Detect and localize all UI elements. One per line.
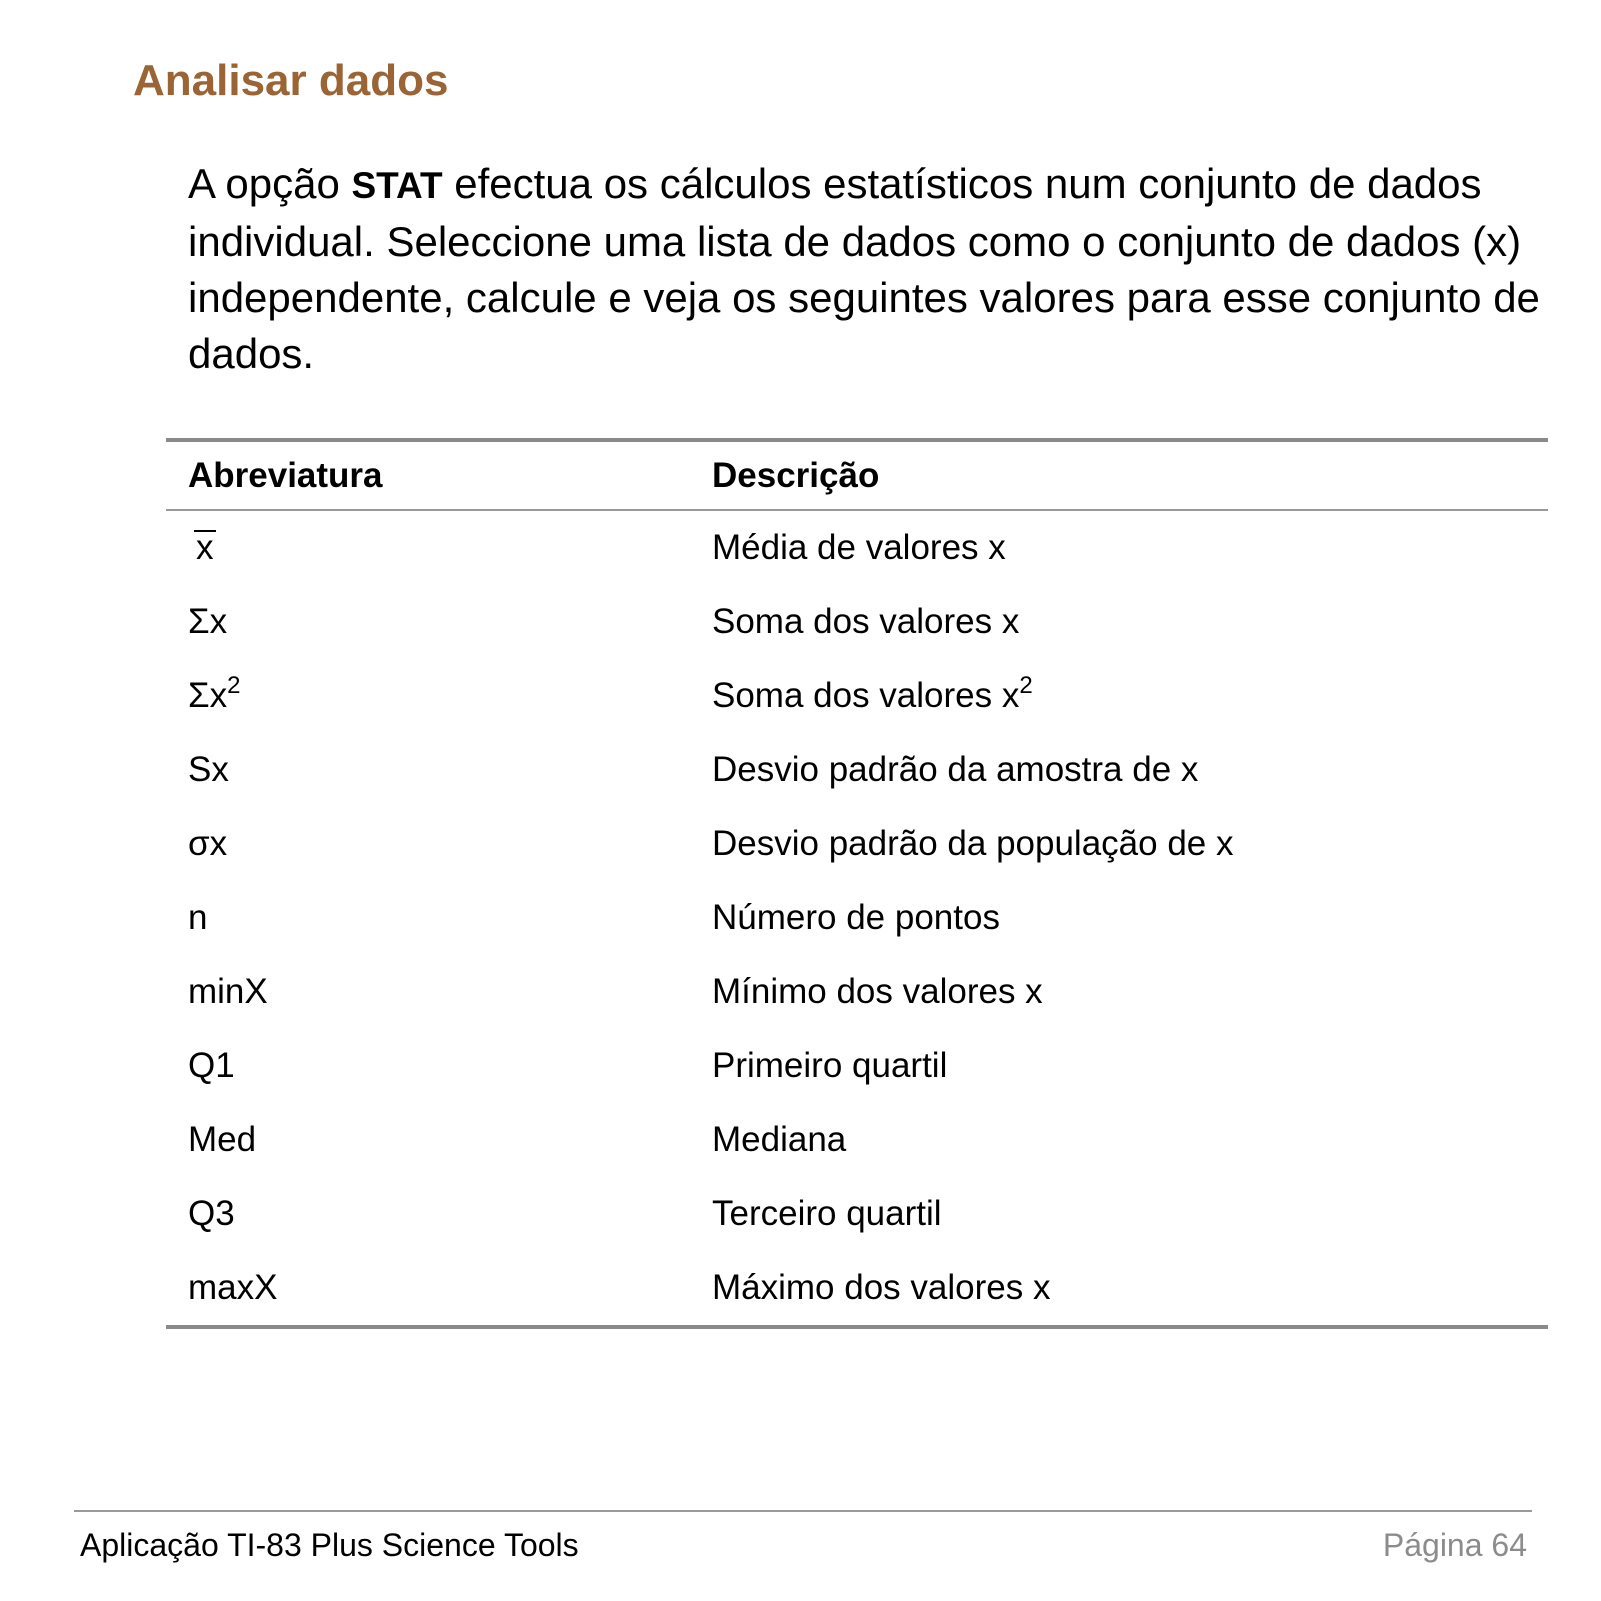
table-row: [166, 1177, 1548, 1251]
table-row: [166, 585, 1548, 659]
table-row: [166, 881, 1548, 955]
desc-cell: Número de pontos: [712, 898, 1000, 937]
header-description: Descrição: [712, 455, 880, 495]
footer-divider: [74, 1510, 1532, 1512]
desc-cell: Mínimo dos valores x: [712, 972, 1043, 1011]
statistics-table: [166, 438, 1548, 1329]
table-row: [166, 510, 1548, 585]
abbr-cell: minX: [188, 972, 268, 1011]
abbr-cell: [166, 659, 690, 733]
table-row: [166, 1029, 1548, 1103]
intro-paragraph: [188, 156, 1548, 382]
desc-cell: [690, 659, 1548, 733]
desc-cell: Média de valores x: [712, 528, 1006, 567]
table-row: [166, 659, 1548, 733]
abbr-cell: maxX: [188, 1268, 278, 1307]
table-header-row: [166, 440, 1548, 510]
desc-cell: Desvio padrão da amostra de x: [712, 750, 1199, 789]
desc-cell: Primeiro quartil: [712, 1046, 948, 1085]
table-row: [166, 733, 1548, 807]
intro-text-after: efectua os cálculos estatísticos num conjunto de dados individual. Seleccione uma lista de dados como o conjunto de dados (x) independente, calcule e veja os seguintes valores para esse conjunto de dados.: [188, 160, 1540, 377]
desc-cell: Soma dos valores x: [712, 602, 1020, 641]
table-row: [166, 955, 1548, 1029]
table-row: [166, 1103, 1548, 1177]
desc-cell: Mediana: [712, 1120, 847, 1159]
desc-cell: Máximo dos valores x: [712, 1268, 1051, 1307]
desc-superscript: 2: [1019, 672, 1033, 699]
table-row: [166, 807, 1548, 881]
abbr-cell: Q3: [188, 1194, 235, 1233]
abbr-cell: [166, 510, 690, 585]
abbr-cell: Σx: [188, 602, 228, 641]
footer-document-title: Aplicação TI-83 Plus Science Tools: [80, 1527, 579, 1563]
desc-cell: Terceiro quartil: [712, 1194, 942, 1233]
abbr-cell: Sx: [188, 750, 229, 789]
abbr-superscript: 2: [227, 672, 241, 699]
abbr-cell: σx: [188, 824, 228, 863]
desc-text: Soma dos valores x: [712, 676, 1020, 715]
table-row: [166, 1251, 1548, 1327]
abbr-text: Σx: [188, 676, 228, 715]
abbr-cell: Q1: [188, 1046, 235, 1085]
stat-keyword: STAT: [351, 165, 443, 206]
abbr-cell: Med: [188, 1120, 257, 1159]
footer-page-number: Página 64: [1382, 1527, 1527, 1563]
x-bar-symbol: x: [196, 528, 214, 567]
header-abbreviation: Abreviatura: [188, 455, 383, 495]
abbr-cell: n: [188, 898, 208, 937]
page-title: Analisar dados: [133, 56, 449, 105]
intro-text-before: A opção: [188, 160, 352, 207]
desc-cell: Desvio padrão da população de x: [712, 824, 1234, 863]
